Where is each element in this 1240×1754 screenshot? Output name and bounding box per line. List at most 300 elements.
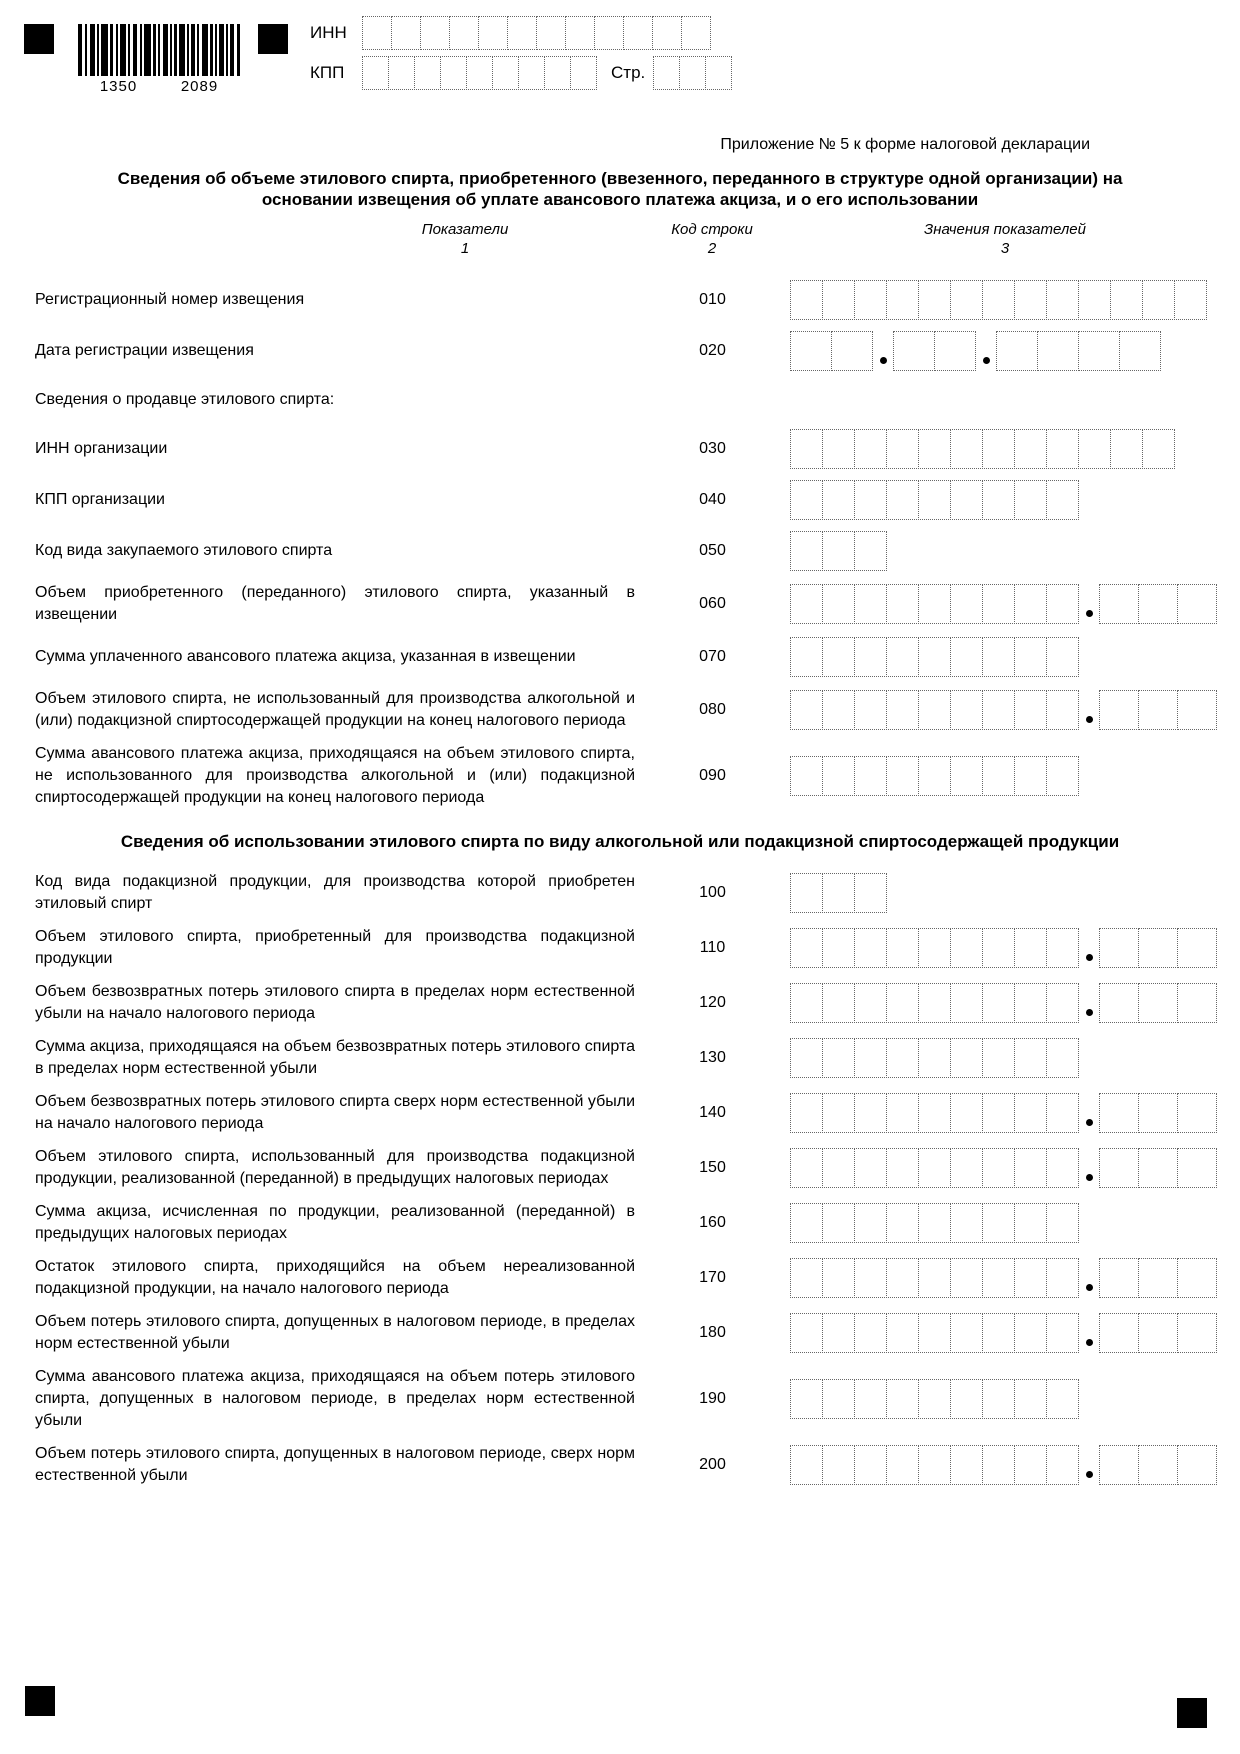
value-cell[interactable] [918, 480, 951, 520]
value-cell[interactable] [440, 56, 467, 90]
value-cell[interactable] [362, 16, 392, 50]
row-value-field [790, 983, 1217, 1023]
value-cell[interactable] [1014, 1148, 1047, 1188]
form-row [0, 871, 1240, 915]
value-cell[interactable] [854, 531, 887, 571]
value-cell[interactable] [886, 1313, 919, 1353]
value-cell[interactable] [1014, 928, 1047, 968]
row-code: 040 [699, 491, 726, 508]
value-cell[interactable] [982, 690, 1015, 730]
value-cell[interactable] [886, 983, 919, 1023]
value-cell[interactable] [893, 331, 935, 371]
value-cell[interactable] [1014, 1203, 1047, 1243]
value-cell[interactable] [1014, 1093, 1047, 1133]
value-cell[interactable] [1177, 1445, 1217, 1485]
value-cell[interactable] [1046, 690, 1079, 730]
row-label: КПП организации [35, 491, 165, 508]
value-cell[interactable] [854, 1379, 887, 1419]
value-cell[interactable] [950, 928, 983, 968]
row-value-field [790, 1203, 1079, 1243]
value-cell[interactable] [934, 331, 976, 371]
row-value-field [790, 873, 887, 913]
value-cell[interactable] [1099, 584, 1139, 624]
decimal-separator-dot [1086, 1174, 1093, 1181]
value-cell[interactable] [536, 16, 566, 50]
row-value-field [790, 928, 1217, 968]
form-row [0, 981, 1240, 1025]
value-cell[interactable] [918, 690, 951, 730]
value-cell[interactable] [950, 637, 983, 677]
value-cell[interactable] [918, 1203, 951, 1243]
value-cell[interactable] [918, 1313, 951, 1353]
value-cell[interactable] [1046, 480, 1079, 520]
value-cell[interactable] [1046, 1313, 1079, 1353]
row-label: Объем приобретенного (переданного) этилового спирта, указанный в извещении [35, 584, 635, 623]
value-cell[interactable] [822, 637, 855, 677]
value-cell[interactable] [1177, 1313, 1217, 1353]
value-cell[interactable] [950, 1148, 983, 1188]
value-cell[interactable] [1046, 756, 1079, 796]
value-cell[interactable] [918, 928, 951, 968]
value-cell[interactable] [1099, 1093, 1139, 1133]
value-cell[interactable] [1138, 1445, 1178, 1485]
column-header-line-code: Код строки 2 [671, 221, 753, 257]
value-cell[interactable] [854, 1148, 887, 1188]
value-cell[interactable] [950, 1445, 983, 1485]
row-value-field [790, 429, 1175, 469]
row-label: Объем этилового спирта, не использованный для производства алкогольной и (или) подакцизной спиртосодержащей продукции на конец налогового периода [35, 690, 635, 729]
value-cell[interactable] [1046, 1093, 1079, 1133]
value-cell[interactable] [982, 756, 1015, 796]
value-cell[interactable] [507, 16, 537, 50]
value-cell[interactable] [822, 1093, 855, 1133]
value-cell[interactable] [854, 756, 887, 796]
value-cell[interactable] [705, 56, 732, 90]
value-cell[interactable] [1099, 983, 1139, 1023]
form-row [0, 531, 1240, 571]
value-cell[interactable] [918, 1258, 951, 1298]
value-cell[interactable] [996, 331, 1038, 371]
value-cell[interactable] [623, 16, 653, 50]
row-value-field [790, 1313, 1217, 1353]
row-value-field [790, 480, 1079, 520]
value-cell[interactable] [1046, 983, 1079, 1023]
value-cell[interactable] [822, 480, 855, 520]
value-cell[interactable] [790, 873, 823, 913]
value-cell[interactable] [886, 928, 919, 968]
value-cell[interactable] [790, 331, 832, 371]
value-cell[interactable] [1138, 1313, 1178, 1353]
value-cell[interactable] [388, 56, 415, 90]
value-cell[interactable] [982, 928, 1015, 968]
value-cell[interactable] [790, 480, 823, 520]
row-code: 130 [699, 1049, 726, 1066]
value-cell[interactable] [1046, 1258, 1079, 1298]
value-cell[interactable] [822, 1203, 855, 1243]
value-cell[interactable] [982, 480, 1015, 520]
value-cell[interactable] [1014, 1379, 1047, 1419]
value-cell[interactable] [854, 280, 887, 320]
value-cell[interactable] [1177, 690, 1217, 730]
value-cell[interactable] [391, 16, 421, 50]
value-cell[interactable] [982, 1203, 1015, 1243]
decimal-separator-dot [1086, 716, 1093, 723]
value-cell[interactable] [681, 16, 711, 50]
value-cell[interactable] [886, 1445, 919, 1485]
value-cell[interactable] [518, 56, 545, 90]
value-cell[interactable] [982, 983, 1015, 1023]
value-cell[interactable] [1177, 1093, 1217, 1133]
value-cell[interactable] [982, 1379, 1015, 1419]
value-cell[interactable] [790, 1093, 823, 1133]
value-cell[interactable] [982, 1445, 1015, 1485]
value-cell[interactable] [790, 1445, 823, 1485]
value-cell[interactable] [570, 56, 597, 90]
value-cell[interactable] [362, 56, 389, 90]
decimal-separator-dot [880, 357, 887, 364]
value-cell[interactable] [886, 480, 919, 520]
value-cell[interactable] [918, 584, 951, 624]
value-cell[interactable] [478, 16, 508, 50]
value-cell[interactable] [822, 1379, 855, 1419]
value-cell[interactable] [1046, 429, 1079, 469]
row-label: Объем этилового спирта, приобретенный для производства подакцизной продукции [35, 928, 635, 967]
value-cell[interactable] [854, 1258, 887, 1298]
kpp-row [310, 56, 732, 90]
row-code: 030 [699, 440, 726, 457]
value-cell[interactable] [886, 756, 919, 796]
value-cell[interactable] [1037, 331, 1079, 371]
value-cell[interactable] [918, 983, 951, 1023]
value-cell[interactable] [950, 429, 983, 469]
value-cell[interactable] [982, 1313, 1015, 1353]
value-cell[interactable] [982, 1038, 1015, 1078]
value-cell[interactable] [1014, 480, 1047, 520]
value-cell[interactable] [420, 16, 450, 50]
form-row [0, 331, 1240, 371]
value-cell[interactable] [822, 429, 855, 469]
decimal-separator-dot [1086, 1119, 1093, 1126]
value-cell[interactable] [982, 1148, 1015, 1188]
row-code: 200 [699, 1456, 726, 1473]
value-cell[interactable] [1119, 331, 1161, 371]
row-value-field [790, 1038, 1079, 1078]
row-label: Сумма акциза, приходящаяся на объем безвозвратных потерь этилового спирта в пределах норм естественной убыли [35, 1038, 635, 1077]
value-cell[interactable] [822, 531, 855, 571]
value-cell[interactable] [653, 56, 680, 90]
value-cell[interactable] [790, 1148, 823, 1188]
value-cell[interactable] [1138, 1093, 1178, 1133]
value-cell[interactable] [854, 429, 887, 469]
row-value-field [790, 584, 1217, 624]
value-cell[interactable] [950, 1379, 983, 1419]
value-cell[interactable] [854, 1445, 887, 1485]
value-cell[interactable] [886, 1093, 919, 1133]
value-cell[interactable] [652, 16, 682, 50]
row-code: 160 [699, 1214, 726, 1231]
value-cell[interactable] [790, 637, 823, 677]
value-cell[interactable] [854, 480, 887, 520]
value-cell[interactable] [822, 1038, 855, 1078]
row-code: 120 [699, 994, 726, 1011]
value-cell[interactable] [1014, 690, 1047, 730]
value-cell[interactable] [950, 1093, 983, 1133]
form-row [0, 280, 1240, 320]
value-cell[interactable] [886, 1148, 919, 1188]
value-cell[interactable] [950, 280, 983, 320]
value-cell[interactable] [1142, 429, 1175, 469]
value-cell[interactable] [1177, 1258, 1217, 1298]
value-cell[interactable] [790, 756, 823, 796]
value-cell[interactable] [918, 637, 951, 677]
form-row [0, 1256, 1240, 1300]
value-cell[interactable] [1078, 280, 1111, 320]
value-cell[interactable] [1014, 429, 1047, 469]
registration-square-top-mid [258, 24, 288, 54]
form-barcode [78, 24, 240, 95]
value-cell[interactable] [1014, 1038, 1047, 1078]
value-cell[interactable] [679, 56, 706, 90]
value-cell[interactable] [982, 1258, 1015, 1298]
value-cell[interactable] [950, 1038, 983, 1078]
value-cell[interactable] [982, 280, 1015, 320]
value-cell[interactable] [822, 1313, 855, 1353]
value-cell[interactable] [886, 1038, 919, 1078]
value-cell[interactable] [1078, 331, 1120, 371]
value-cell[interactable] [950, 1203, 983, 1243]
value-cell[interactable] [1177, 584, 1217, 624]
row-value-field [790, 637, 1079, 677]
inn-row [310, 16, 732, 50]
section-heading: Сведения об использовании этилового спирта по виду алкогольной или подакцизной спиртосодержащей продукции [120, 832, 1120, 851]
value-cell[interactable] [950, 584, 983, 624]
row-code: 150 [699, 1159, 726, 1176]
value-cell[interactable] [790, 983, 823, 1023]
value-cell[interactable] [790, 280, 823, 320]
decimal-separator-dot [1086, 1339, 1093, 1346]
value-cell[interactable] [982, 637, 1015, 677]
value-cell[interactable] [790, 928, 823, 968]
registration-square-bottom-right [1177, 1698, 1207, 1728]
value-cell[interactable] [822, 756, 855, 796]
value-cell[interactable] [1177, 1148, 1217, 1188]
value-cell[interactable] [1014, 983, 1047, 1023]
value-cell[interactable] [1046, 584, 1079, 624]
value-cell[interactable] [918, 280, 951, 320]
value-cell[interactable] [854, 1313, 887, 1353]
value-cell[interactable] [1174, 280, 1207, 320]
value-cell[interactable] [1138, 690, 1178, 730]
value-cell[interactable] [1046, 637, 1079, 677]
value-cell[interactable] [1046, 928, 1079, 968]
value-cell[interactable] [1014, 1258, 1047, 1298]
value-cell[interactable] [982, 584, 1015, 624]
value-cell[interactable] [918, 1445, 951, 1485]
value-cell[interactable] [1014, 280, 1047, 320]
row-value-field [790, 331, 1161, 371]
value-cell[interactable] [950, 690, 983, 730]
value-cell[interactable] [886, 1203, 919, 1243]
value-cell[interactable] [565, 16, 595, 50]
value-cell[interactable] [982, 1093, 1015, 1133]
value-cell[interactable] [822, 280, 855, 320]
value-cell[interactable] [1142, 280, 1175, 320]
form-row [0, 1311, 1240, 1355]
value-cell[interactable] [1138, 1148, 1178, 1188]
value-cell[interactable] [854, 983, 887, 1023]
value-cell[interactable] [492, 56, 519, 90]
value-cell[interactable] [886, 1379, 919, 1419]
value-cell[interactable] [414, 56, 441, 90]
value-cell[interactable] [950, 756, 983, 796]
value-cell[interactable] [1046, 1038, 1079, 1078]
value-cell[interactable] [1014, 756, 1047, 796]
page-number-cells [653, 56, 732, 90]
value-cell[interactable] [1177, 983, 1217, 1023]
value-cell[interactable] [1046, 1148, 1079, 1188]
row-code: 140 [699, 1104, 726, 1121]
value-cell[interactable] [886, 690, 919, 730]
value-cell[interactable] [822, 1445, 855, 1485]
row-value-field [790, 280, 1207, 320]
decimal-separator-dot [1086, 954, 1093, 961]
value-cell[interactable] [854, 690, 887, 730]
value-cell[interactable] [982, 429, 1015, 469]
decimal-separator-dot [1086, 610, 1093, 617]
row-label: Объем безвозвратных потерь этилового спирта в пределах норм естественной убыли на начало налогового периода [35, 983, 635, 1022]
value-cell[interactable] [918, 1038, 951, 1078]
row-code: 180 [699, 1324, 726, 1341]
value-cell[interactable] [1014, 637, 1047, 677]
value-cell[interactable] [1110, 429, 1143, 469]
value-cell[interactable] [1099, 1148, 1139, 1188]
row-label: Объем потерь этилового спирта, допущенных в налоговом периоде, сверх норм естественной убыли [35, 1445, 635, 1484]
form-row [0, 582, 1240, 626]
value-cell[interactable] [886, 584, 919, 624]
value-cell[interactable] [1099, 1258, 1139, 1298]
barcode-number-left: 1350 [99, 78, 138, 95]
value-cell[interactable] [886, 637, 919, 677]
value-cell[interactable] [1138, 983, 1178, 1023]
value-cell[interactable] [1110, 280, 1143, 320]
value-cell[interactable] [822, 928, 855, 968]
row-label: Объем этилового спирта, использованный для производства подакцизной продукции, реализованной (переданной) в предыдущих налоговых периодах [35, 1148, 635, 1187]
value-cell[interactable] [544, 56, 571, 90]
form-row [0, 637, 1240, 677]
row-value-field [790, 1258, 1217, 1298]
value-cell[interactable] [790, 1258, 823, 1298]
row-code: 080 [699, 701, 726, 718]
form-row [0, 429, 1240, 469]
value-cell[interactable] [790, 429, 823, 469]
form-row [0, 1036, 1240, 1080]
value-cell[interactable] [790, 531, 823, 571]
row-code: 070 [699, 648, 726, 665]
value-cell[interactable] [1046, 1445, 1079, 1485]
value-cell[interactable] [822, 1258, 855, 1298]
value-cell[interactable] [1014, 584, 1047, 624]
column-header-indicators: Показатели 1 [421, 221, 509, 257]
value-cell[interactable] [449, 16, 479, 50]
form-row [0, 743, 1240, 809]
value-cell[interactable] [918, 429, 951, 469]
value-cell[interactable] [1014, 1445, 1047, 1485]
value-cell[interactable] [1099, 928, 1139, 968]
value-cell[interactable] [790, 1313, 823, 1353]
value-cell[interactable] [790, 690, 823, 730]
column-headers [0, 220, 1240, 272]
value-cell[interactable] [1138, 928, 1178, 968]
value-cell[interactable] [854, 873, 887, 913]
value-cell[interactable] [1099, 1313, 1139, 1353]
value-cell[interactable] [1177, 928, 1217, 968]
value-cell[interactable] [822, 873, 855, 913]
value-cell[interactable] [854, 1093, 887, 1133]
value-cell[interactable] [790, 1203, 823, 1243]
value-cell[interactable] [854, 584, 887, 624]
value-cell[interactable] [1138, 1258, 1178, 1298]
value-cell[interactable] [886, 1258, 919, 1298]
value-cell[interactable] [1046, 280, 1079, 320]
barcode-image [78, 24, 240, 76]
value-cell[interactable] [790, 1038, 823, 1078]
value-cell[interactable] [950, 983, 983, 1023]
row-code: 090 [699, 767, 726, 784]
value-cell[interactable] [918, 756, 951, 796]
column-header-values: Значения показателей 3 [923, 221, 1087, 257]
value-cell[interactable] [822, 1148, 855, 1188]
value-cell[interactable] [886, 429, 919, 469]
value-cell[interactable] [918, 1148, 951, 1188]
row-label: Объем безвозвратных потерь этилового спирта сверх норм естественной убыли на начало налогового периода [35, 1093, 635, 1132]
value-cell[interactable] [1014, 1313, 1047, 1353]
value-cell[interactable] [790, 584, 823, 624]
form-row [0, 688, 1240, 732]
row-label: Объем потерь этилового спирта, допущенных в налоговом периоде, в пределах норм естественной убыли [35, 1313, 635, 1352]
value-cell[interactable] [466, 56, 493, 90]
value-cell[interactable] [1099, 1445, 1139, 1485]
value-cell[interactable] [854, 637, 887, 677]
value-cell[interactable] [790, 1379, 823, 1419]
value-cell[interactable] [1138, 584, 1178, 624]
value-cell[interactable] [854, 928, 887, 968]
value-cell[interactable] [854, 1203, 887, 1243]
value-cell[interactable] [918, 1379, 951, 1419]
value-cell[interactable] [886, 280, 919, 320]
section-note: Сведения о продавце этилового спирта: [35, 391, 335, 408]
value-cell[interactable] [822, 584, 855, 624]
value-cell[interactable] [594, 16, 624, 50]
value-cell[interactable] [950, 1258, 983, 1298]
value-cell[interactable] [1046, 1379, 1079, 1419]
value-cell[interactable] [918, 1093, 951, 1133]
kpp-input-cells [362, 56, 597, 90]
value-cell[interactable] [831, 331, 873, 371]
row-label: Сумма авансового платежа акциза, приходящаяся на объем потерь этилового спирта, допущенных в налоговом периоде, в пределах норм естественной убыли [35, 1368, 635, 1429]
value-cell[interactable] [822, 690, 855, 730]
value-cell[interactable] [950, 480, 983, 520]
row-label: Остаток этилового спирта, приходящийся на объем нереализованной подакцизной продукции, на начало налогового периода [35, 1258, 635, 1297]
value-cell[interactable] [1078, 429, 1111, 469]
inn-label: ИНН [310, 23, 347, 42]
value-cell[interactable] [950, 1313, 983, 1353]
row-label: Сумма авансового платежа акциза, приходящаяся на объем этилового спирта, не использованного для производства алкогольной и (или) подакцизной спиртосодержащей продукции на конец налогового периода [35, 745, 635, 806]
value-cell[interactable] [1046, 1203, 1079, 1243]
value-cell[interactable] [822, 983, 855, 1023]
value-cell[interactable] [1099, 690, 1139, 730]
value-cell[interactable] [854, 1038, 887, 1078]
row-label: Регистрационный номер извещения [35, 291, 305, 308]
